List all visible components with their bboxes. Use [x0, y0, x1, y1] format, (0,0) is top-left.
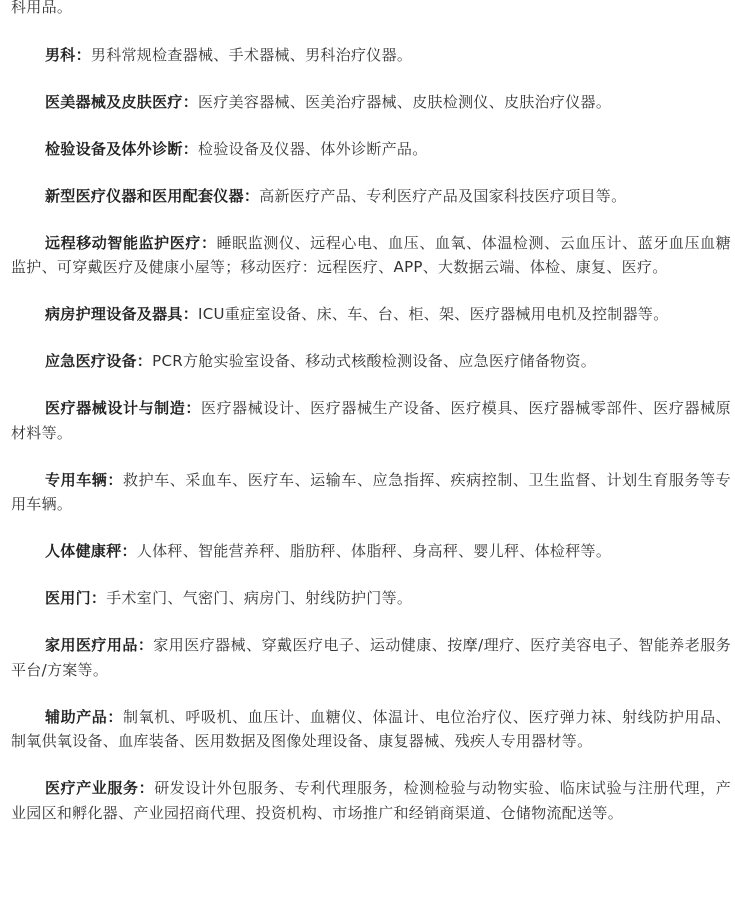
category-description: 检验设备及仪器、体外诊断产品。 [198, 139, 428, 158]
category-paragraph-health-scales [11, 539, 731, 564]
category-label: 专用车辆： [45, 470, 123, 489]
category-paragraph-remote-monitoring [11, 231, 731, 280]
category-paragraph-aesthetic-dermatology [11, 90, 731, 115]
category-paragraph-medical-doors [11, 586, 731, 611]
category-label: 男科： [45, 45, 91, 64]
category-paragraph-ward-care [11, 302, 731, 327]
category-paragraph-special-vehicles [11, 468, 731, 517]
category-label: 病房护理设备及器具： [45, 305, 199, 323]
category-label: 应急医疗设备： [45, 352, 153, 370]
category-label: 新型医疗仪器和医用配套仪器： [45, 186, 260, 205]
category-description: ICU重症室设备、床、车、台、柜、架、医疗器械用电机及控制器等。 [198, 305, 669, 323]
category-paragraph-emergency [11, 349, 731, 374]
category-paragraph-auxiliary-products [11, 705, 731, 754]
category-description: 人体秤、智能营养秤、脂肪秤、体脂秤、身高秤、婴儿秤、体检秤等。 [136, 542, 612, 560]
category-label: 辅助产品： [45, 707, 123, 726]
category-description: 男科常规检查器械、手术器械、男科治疗仪器。 [90, 45, 413, 64]
category-description: 研发设计外包服务、专利代理服务，检测检验与动物实验、临床试验与注册代理，产业园区和孵化器、产业园招商代理、投资机构、市场推广和经销商渠道、仓储物流配送等。 [11, 779, 731, 822]
category-description: 手术室门、气密门、病房门、射线防护门等。 [106, 589, 413, 607]
category-paragraph-home-medical [11, 633, 731, 682]
category-description: 救护车、采血车、医疗车、运输车、应急指挥、疾病控制、卫生监督、计划生育服务等专用车辆。 [11, 470, 731, 513]
category-label: 远程移动智能监护医疗： [45, 233, 217, 252]
category-label: 家用医疗用品： [45, 636, 154, 654]
category-paragraph-lab-ivd [11, 137, 731, 162]
category-paragraph-new-instruments [11, 184, 731, 209]
category-description: 睡眠监测仪、远程心电、血压、血氧、体温检测、云血压计、蓝牙血压血糖监护、可穿戴医疗及健康小屋等；移动医疗：远程医疗、APP、大数据云端、体检、康复、医疗。 [11, 233, 731, 276]
category-label: 医疗器械设计与制造： [45, 399, 201, 417]
category-description: 制氧机、呼吸机、血压计、血糖仪、体温计、电位治疗仪、医疗弹力袜、射线防护用品、制氧供氧设备、血库装备、医用数据及图像处理设备、康复器械、残疾人专用器材等。 [11, 707, 731, 750]
category-label: 检验设备及体外诊断： [45, 139, 199, 158]
category-description: 医疗美容器械、医美治疗器械、皮肤检测仪、皮肤治疗仪器。 [198, 92, 612, 111]
category-description: 家用医疗器械、穿戴医疗电子、运动健康、按摩/理疗、医疗美容电子、智能养老服务平台/方案等。 [11, 636, 731, 679]
category-paragraph-industry-services [11, 776, 731, 825]
category-paragraph-andrology [11, 43, 731, 68]
category-label: 医美器械及皮肤医疗： [45, 92, 199, 111]
category-description: 高新医疗产品、专利医疗产品及国家科技医疗项目等。 [259, 186, 627, 205]
category-label: 医用门： [45, 589, 107, 607]
category-description: PCR方舱实验室设备、移动式核酸检测设备、应急医疗储备物资。 [152, 352, 597, 370]
category-label: 人体健康秤： [45, 542, 137, 560]
category-description: 医疗器械设计、医疗器械生产设备、医疗模具、医疗器械零部件、医疗器械原材料等。 [11, 399, 731, 442]
category-label: 医疗产业服务： [45, 779, 155, 797]
intro-fragment: 科用品。 [11, 0, 73, 16]
category-paragraph-design-manufacturing [11, 396, 731, 445]
